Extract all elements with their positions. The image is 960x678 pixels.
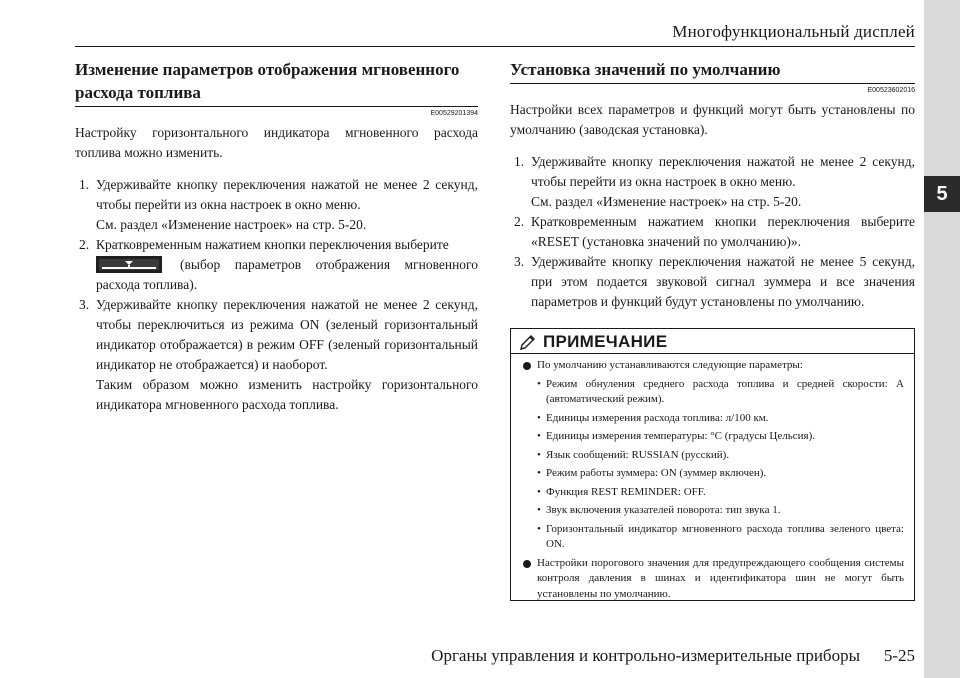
left-column <box>75 58 478 415</box>
section-title-line2: расхода топлива <box>75 83 201 102</box>
bullet-icon <box>523 560 531 568</box>
note-sub-item-text: Язык сообщений: RUSSIAN (русский). <box>546 448 730 461</box>
note-sub-item <box>537 448 904 464</box>
step-text-continued: (выбор параметров отображения мгновенного расхода топлива). <box>96 257 478 292</box>
consumption-display-icon <box>96 256 162 273</box>
bullet-icon <box>523 362 531 370</box>
step-text: Кратковременным нажатием кнопки переключения выберите «RESET (установка значений по умолчанию)». <box>531 214 915 249</box>
step-number: 2. <box>514 214 525 229</box>
section-code: E00529201394 <box>430 110 478 117</box>
section-intro: Настройку горизонтального индикатора мгновенного расхода топлива можно изменить. <box>75 125 478 160</box>
page-number: 5-25 <box>883 646 915 665</box>
note-header <box>511 329 914 354</box>
step-reference: См. раздел «Изменение настроек» на стр. 5-20. <box>531 194 802 209</box>
step-text: Удерживайте кнопку переключения нажатой не менее 2 секунд, чтобы перейти из окна настроек в окно меню. <box>96 177 478 212</box>
note-bullet-text: Настройки порогового значения для предупреждающего сообщения системы контроля давления в шинах и идентификатора шин не могут быть установлены по умолчанию. <box>537 556 904 600</box>
note-sub-item <box>537 429 904 445</box>
step-text: Удерживайте кнопку переключения нажатой не менее 2 секунд, чтобы переключиться из режима ON (зеленый горизонтальный индикатор отображается) в режим OFF (зеленый горизонтальный индикатор не отображается) и наоборот. <box>96 297 478 372</box>
note-sub-item <box>537 411 904 427</box>
chapter-number: 5 <box>924 176 960 212</box>
step-reference: См. раздел «Изменение настроек» на стр. 5-20. <box>96 217 367 232</box>
sub-bullet-icon: • <box>537 448 541 461</box>
right-column <box>510 58 915 601</box>
steps-list <box>75 175 478 415</box>
sub-bullet-icon: • <box>537 430 541 442</box>
note-body <box>511 354 914 602</box>
pencil-icon <box>519 333 537 351</box>
note-sub-item-text: Единицы измерения расхода топлива: л/100 км. <box>546 411 769 424</box>
section-rule <box>75 106 478 107</box>
sub-bullet-icon: • <box>537 522 541 535</box>
sub-bullet-icon: • <box>537 377 541 390</box>
step-1 <box>514 152 915 212</box>
note-sub-item-text: Режим обнуления среднего расхода топлива и средней скорости: A (автоматический режим). <box>546 377 904 405</box>
note-sub-item <box>537 485 904 501</box>
running-header: Многофункциональный дисплей <box>672 22 915 41</box>
note-sub-item-text: Звук включения указателей поворота: тип звука 1. <box>546 504 781 516</box>
step-number: 3. <box>79 297 90 312</box>
sub-bullet-icon: • <box>537 467 541 479</box>
step-number: 2. <box>79 237 90 252</box>
step-text: Удерживайте кнопку переключения нажатой не менее 5 секунд, при этом подается звуковой сигнал зуммера и все значения параметров и функций будут установлены по умолчанию. <box>531 254 915 309</box>
step-number: 1. <box>514 154 525 169</box>
step-3 <box>79 295 478 415</box>
note-sub-item-text: Функция REST REMINDER: OFF. <box>546 485 706 498</box>
sub-bullet-icon: • <box>537 485 541 498</box>
step-2 <box>79 235 478 295</box>
note-sub-item-text: Единицы измерения температуры: °C (градусы Цельсия). <box>546 430 816 442</box>
chapter-side-tab <box>924 0 960 678</box>
step-conclusion: Таким образом можно изменить настройку горизонтального индикатора мгновенного расхода топлива. <box>96 377 478 412</box>
section-title-line1: Изменение параметров отображения мгновенного <box>75 60 460 79</box>
note-sub-item <box>537 377 904 408</box>
note-sub-item-text: Режим работы зуммера: ON (зуммер включен). <box>546 467 767 479</box>
note-bullet-text: По умолчанию устанавливаются следующие параметры: <box>537 359 803 371</box>
note-bullet-defaults <box>521 358 904 553</box>
note-sub-item <box>537 466 904 482</box>
section-title-consumption <box>75 58 478 104</box>
note-title: ПРИМЕЧАНИЕ <box>543 331 668 351</box>
step-number: 1. <box>79 177 90 192</box>
step-text: Кратковременным нажатием кнопки переключения выберите <box>96 237 449 252</box>
note-sub-item-text: Горизонтальный индикатор мгновенного расхода топлива зеленого цвета: ON. <box>546 522 904 550</box>
step-3 <box>514 252 915 312</box>
step-number: 3. <box>514 254 525 269</box>
section-intro: Настройки всех параметров и функций могут быть установлены по умолчанию (заводская установка). <box>510 102 915 137</box>
steps-list <box>510 152 915 312</box>
note-sub-item <box>537 503 904 519</box>
section-title-defaults: Установка значений по умолчанию <box>510 60 781 79</box>
header-rule <box>75 46 915 47</box>
note-sub-item <box>537 522 904 553</box>
sub-bullet-icon: • <box>537 504 541 516</box>
section-rule <box>510 83 915 84</box>
step-2 <box>514 212 915 252</box>
step-text: Удерживайте кнопку переключения нажатой не менее 2 секунд, чтобы перейти из окна настроек в окно меню. <box>531 154 915 189</box>
note-bullet-tpms <box>521 556 904 603</box>
note-box <box>510 328 915 601</box>
footer-chapter-title: Органы управления и контрольно-измерительные приборы <box>431 646 860 665</box>
sub-bullet-icon: • <box>537 411 541 424</box>
section-code: E00523602016 <box>867 87 915 94</box>
step-1 <box>79 175 478 235</box>
